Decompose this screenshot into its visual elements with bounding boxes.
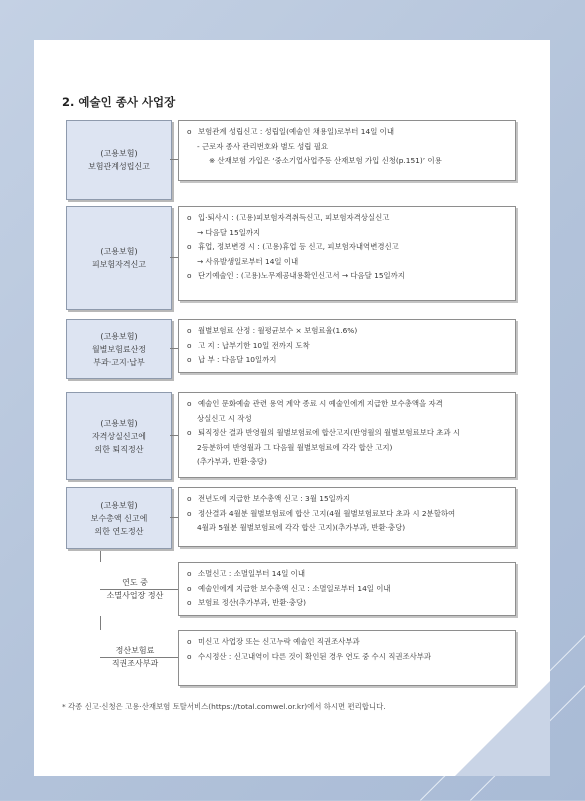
detail-line [187, 441, 507, 456]
detail-text: 4월과 5월분 월별보험료에 각각 합산 고지)(추가부과, 반환·충당) [197, 523, 406, 533]
connector-line [170, 517, 178, 518]
detail-text: 퇴직정산 결과 반영월의 월별보험료에 합산고지(반영월의 월별보험료보다 초과 시 [198, 428, 461, 438]
bullet-icon: o [187, 569, 192, 578]
connector-line [170, 159, 178, 160]
detail-text: 납 부 : 다음달 10일까지 [198, 355, 277, 365]
detail-text: → 사유발생일로부터 14일 이내 [197, 256, 299, 266]
page-corner-decoration [455, 681, 550, 776]
bullet-icon: o [187, 508, 192, 518]
step-detail-box [178, 392, 516, 478]
detail-text: 예술인에게 지급한 보수총액 신고 : 소멸일로부터 14일 이내 [198, 583, 391, 593]
step-label-line: 부과·고지·납부 [93, 357, 145, 367]
bullet-icon: o [187, 428, 192, 438]
step-label-line: 직권조사부과 [111, 659, 159, 668]
step-label-line: 의한 연도정산 [94, 526, 144, 536]
step-detail-box [178, 487, 516, 547]
detail-line [187, 269, 507, 284]
step-label-line: (고용보험) [100, 331, 138, 341]
detail-line [187, 211, 507, 226]
detail-line [187, 255, 507, 270]
detail-line [187, 412, 507, 427]
connector-line [100, 589, 178, 590]
detail-text: 소멸신고 : 소멸일부터 14일 이내 [198, 569, 305, 578]
detail-line [187, 455, 507, 470]
detail-line [187, 521, 507, 536]
detail-line [187, 596, 507, 611]
detail-line [187, 650, 507, 665]
detail-line [187, 324, 507, 339]
step-label-line: 연도 중 [122, 578, 148, 587]
bullet-icon: o [187, 651, 192, 661]
step-label-line: 피보험자격신고 [91, 260, 147, 269]
bullet-icon: o [187, 399, 192, 408]
detail-line [187, 125, 507, 140]
bullet-icon: o [187, 326, 192, 335]
step-label-box [66, 487, 172, 549]
step-detail-box [178, 120, 516, 181]
step-label-box [66, 120, 172, 200]
step-label-line: 보험관계성립신고 [88, 162, 150, 171]
connector-line [170, 257, 178, 258]
detail-text: 예술인 문화예술 관련 용역 계약 종료 시 예술인에게 지급한 보수총액을 자격 [198, 399, 443, 408]
detail-text: 정산결과 4월분 월별보험료에 합산 고지(4월 월별보험료보다 초과 시 2분할하여 [198, 508, 456, 518]
detail-text: 보험료 정산(추가부과, 반환·충당) [198, 598, 306, 608]
detail-text: 2등분하여 반영월과 그 다음월 월별보험료에 각각 합산 고지) [197, 442, 393, 452]
detail-line [187, 567, 507, 582]
step-label-box [66, 319, 172, 379]
step-label-line: 소멸사업장 정산 [106, 591, 164, 600]
step-label-line: 의한 퇴직정산 [94, 444, 144, 454]
bullet-icon: o [187, 271, 192, 281]
detail-text: 단기예술인 : (고용)노무제공내용확인신고서 → 다음달 15일까지 [198, 271, 405, 281]
detail-text: 보험관계 성립신고 : 성립일(예술인 채용일)로부터 14일 이내 [198, 127, 394, 136]
section-title: 2. 예술인 종사 사업장 [62, 95, 176, 109]
step-detail-box [178, 562, 516, 616]
bullet-icon: o [187, 213, 192, 222]
connector-line [170, 435, 178, 436]
detail-line [187, 507, 507, 522]
detail-line [187, 426, 507, 441]
bullet-icon: o [187, 598, 192, 608]
connector-line [170, 348, 178, 349]
bullet-icon: o [187, 340, 192, 350]
step-label-line: (고용보험) [100, 500, 138, 510]
bullet-icon: o [187, 494, 192, 503]
bullet-icon: o [187, 355, 192, 365]
bullet-icon: o [187, 127, 192, 136]
detail-text: 미신고 사업장 또는 신고누락 예술인 직권조사부과 [198, 637, 360, 646]
step-label-line: 월별보험료산정 [91, 344, 147, 354]
detail-line [187, 339, 507, 354]
step-detail-box [178, 630, 516, 686]
detail-text: 입·퇴사시 : (고용)피보험자격취득신고, 피보험자격상실신고 [198, 213, 390, 222]
detail-line [187, 582, 507, 597]
detail-text: 상실신고 시 작성 [197, 413, 252, 423]
detail-text: ※ 산재보험 가입은 ‘중소기업사업주등 산재보험 가입 신청(p.151)’ 이용 [209, 156, 442, 166]
detail-text: 월별보험료 산정 : 월평균보수 × 보험료율(1.6%) [198, 326, 358, 335]
step-label-line: 자격상실신고에 [91, 431, 147, 441]
detail-line [187, 140, 507, 155]
footnote: * 각종 신고·신청은 고용·산재보험 토탈서비스(https://total.comwel.or.kr)에서 하시면 편리합니다. [62, 702, 386, 711]
step-label-box [66, 392, 172, 480]
detail-line [187, 226, 507, 241]
step-label-line: 보수총액 신고에 [90, 513, 148, 523]
detail-line [187, 635, 507, 650]
detail-text: - 근로자 종사 관리번호와 별도 성립 필요 [197, 141, 328, 151]
step-label-line: 정산보험료 [115, 646, 155, 655]
detail-text: 휴업, 정보변경 시 : (고용)휴업 등 신고, 피보험자내역변경신고 [198, 242, 399, 252]
step-detail-box [178, 206, 516, 301]
step-detail-box [178, 319, 516, 373]
detail-text: (추가부과, 반환·충당) [197, 457, 267, 467]
detail-line [187, 492, 507, 507]
bullet-icon: o [187, 583, 192, 593]
detail-line [187, 353, 507, 368]
step-label-line: (고용보험) [100, 149, 138, 158]
detail-line [187, 154, 507, 169]
detail-text: 전년도에 지급한 보수총액 신고 : 3월 15일까지 [198, 494, 351, 503]
detail-text: → 다음달 15일까지 [197, 227, 261, 237]
step-label-line: (고용보험) [100, 418, 138, 428]
bullet-icon: o [187, 242, 192, 252]
bullet-icon: o [187, 637, 192, 646]
connector-line [100, 657, 178, 658]
step-label-line: (고용보험) [100, 247, 138, 256]
detail-line [187, 397, 507, 412]
step-label-box [66, 206, 172, 310]
detail-line [187, 240, 507, 255]
detail-text: 고 지 : 납부기한 10일 전까지 도착 [198, 340, 310, 350]
detail-text: 수시정산 : 신고내역이 다른 것이 확인된 경우 연도 중 수시 직권조사부과 [198, 651, 432, 661]
